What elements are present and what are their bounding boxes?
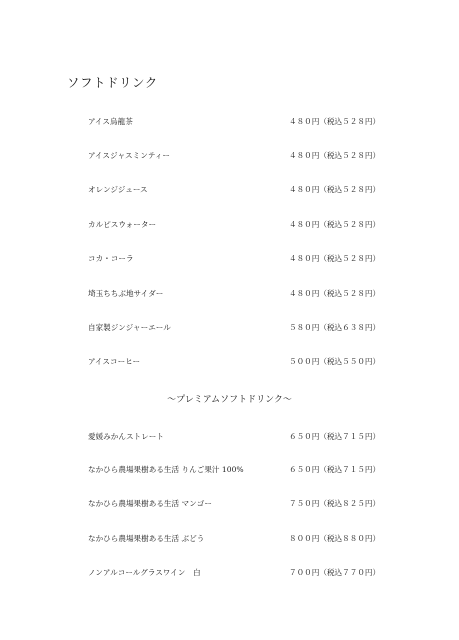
item-name: アイス烏龍茶 bbox=[88, 117, 133, 126]
item-price: ４８０円（税込５２８円） bbox=[289, 117, 381, 126]
menu-item bbox=[88, 150, 381, 164]
item-name: なかひら農場果樹ある生活 マンゴー bbox=[88, 499, 212, 508]
item-name: アイスコーヒー bbox=[88, 357, 141, 366]
menu-item bbox=[88, 322, 381, 336]
item-price: ５８０円（税込６３８円） bbox=[289, 323, 381, 332]
item-price: ４８０円（税込５２８円） bbox=[289, 220, 381, 229]
item-price: ５００円（税込５５０円） bbox=[289, 357, 381, 366]
menu-item bbox=[88, 431, 381, 445]
menu-item bbox=[88, 567, 381, 581]
menu-item bbox=[88, 464, 381, 478]
item-name: カルピスウォーター bbox=[88, 220, 157, 229]
item-name: なかひら農場果樹ある生活 ぶどう bbox=[88, 534, 205, 543]
item-name: オレンジジュース bbox=[88, 185, 148, 194]
item-price: ４８０円（税込５２８円） bbox=[289, 151, 381, 160]
item-price: ６５０円（税込７１５円） bbox=[289, 432, 381, 441]
item-name: 愛媛みかんストレート bbox=[88, 432, 164, 441]
menu-item bbox=[88, 498, 381, 512]
menu-item bbox=[88, 288, 381, 302]
menu-item bbox=[88, 219, 381, 233]
menu-item bbox=[88, 356, 381, 370]
item-price: ４８０円（税込５２８円） bbox=[289, 185, 381, 194]
item-price: ８００円（税込８８０円） bbox=[289, 534, 381, 543]
item-name: 埼玉ちちぶ地サイダー bbox=[88, 289, 164, 298]
premium-section-title: ～プレミアムソフトドリンク～ bbox=[167, 395, 292, 405]
item-name: ノンアルコールグラスワイン 白 bbox=[88, 568, 201, 577]
item-price: ７５０円（税込８２５円） bbox=[289, 499, 381, 508]
menu-item bbox=[88, 184, 381, 198]
item-name: アイスジャスミンティー bbox=[88, 151, 171, 160]
menu-item bbox=[88, 116, 381, 130]
item-price: ４８０円（税込５２８円） bbox=[289, 254, 381, 263]
item-name: 自家製ジンジャーエール bbox=[88, 323, 171, 332]
menu-item bbox=[88, 253, 381, 267]
item-name: なかひら農場果樹ある生活 りんご果汁 100% bbox=[88, 465, 244, 474]
item-price: ４８０円（税込５２８円） bbox=[289, 289, 381, 298]
item-price: ６５０円（税込７１５円） bbox=[289, 465, 381, 474]
section-title: ソフトドリンク bbox=[67, 75, 158, 90]
item-name: コカ・コーラ bbox=[88, 254, 134, 263]
item-price: ７００円（税込７７０円） bbox=[289, 568, 381, 577]
menu-item bbox=[88, 533, 381, 547]
